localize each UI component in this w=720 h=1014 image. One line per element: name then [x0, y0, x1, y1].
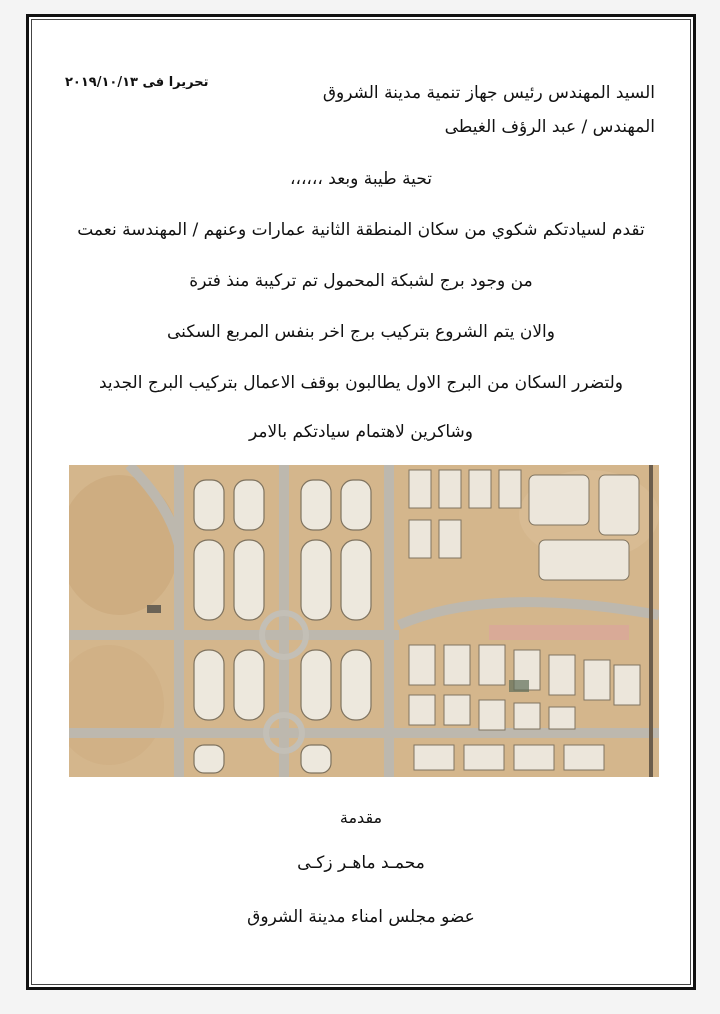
recipient-line-2: المهندس / عبد الرؤف الغيطى	[444, 117, 655, 137]
body-line-3: والان يتم الشروع بتركيب برج اخر بنفس المربع السكنى	[167, 322, 555, 342]
body-line-5: وشاكرين لاهتمام سيادتكم بالامر	[249, 422, 473, 442]
satellite-map-image	[69, 465, 659, 777]
signature-title: عضو مجلس امناء مدينة الشروق	[247, 907, 475, 927]
signature-name: محمـد ماهـر زكـى	[297, 853, 425, 873]
greeting: تحية طيبة وبعد ،،،،،،	[289, 169, 433, 189]
body-line-4: ولتضرر السكان من البرج الاول يطالبون بوقف الاعمال بتركيب البرج الجديد	[98, 373, 623, 393]
body-line-2: من وجود برج لشبكة المحمول تم تركيبة منذ فترة	[189, 271, 533, 291]
recipient-line-1: السيد المهندس رئيس جهاز تنمية مدينة الشروق	[322, 83, 655, 103]
letter-page	[26, 14, 696, 990]
letter-date: تحريرا فى ٢٠١٩/١٠/١٣	[65, 75, 209, 90]
body-line-1: تقدم لسيادتكم شكوي من سكان المنطقة الثانية عمارات وعنهم / المهندسة نعمت	[77, 220, 645, 240]
signature-label: مقدمة	[339, 808, 383, 827]
